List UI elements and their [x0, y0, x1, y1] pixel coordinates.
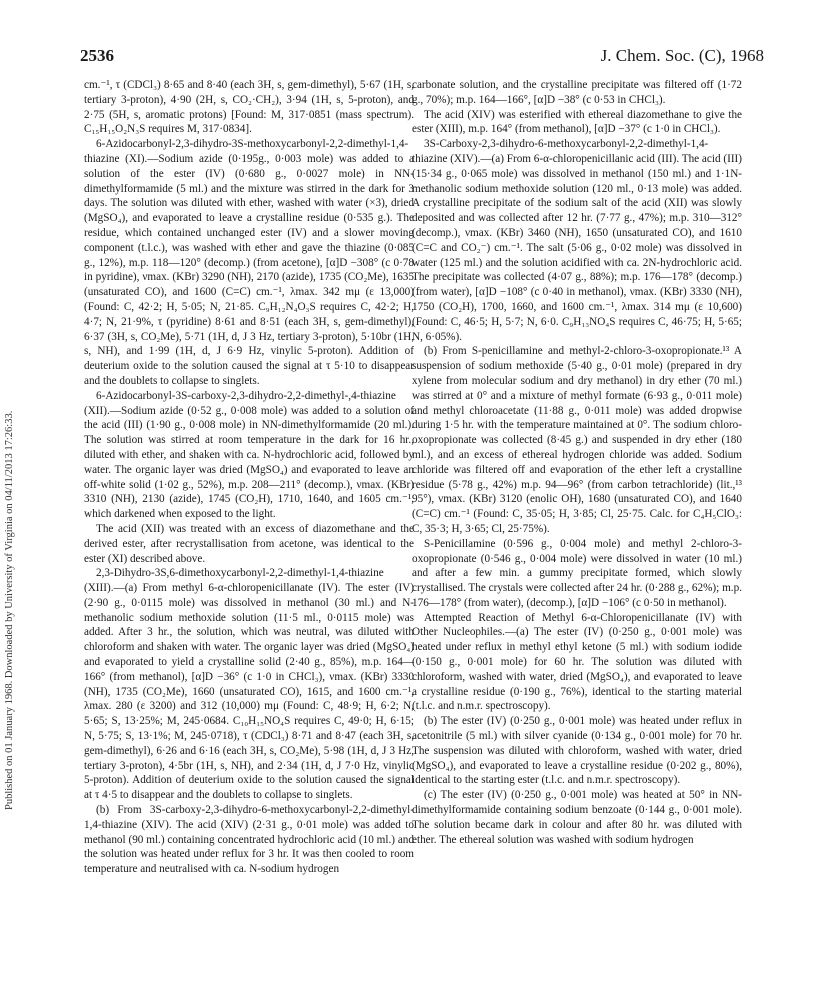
download-notice-text: Published on 01 January 1968. Downloaded by University of Virginia on 04/11/2013 17:26:33. [4, 410, 15, 810]
paragraph: The acid (XII) was treated with an excess of diazomethane and the derived ester, after recrystallisation from acetone, was identical to the ester (XI) described above. [84, 522, 414, 565]
paragraph: 3S-Carboxy-2,3-dihydro-6-methoxycarbonyl-2,2-dimethyl-1,4-thiazine (XIV).—(a) From 6-α-chloropenicillanic acid (III). The acid (III) (15·34 g., 0·065 mole) was dissolved in methanol (150 ml.) and 1·1N-methanolic sodium methoxide solution (120 ml., 0·13 mole) was added. A crystalline precipitate of the sodium salt of the acid (XII) was slowly deposited and was collected after 12 hr. (7·77 g., 47%); m.p. 310—312° (decomp.), νmax. (KBr) 3460 (NH), 1650 (unsaturated CO), and 1610 (C=C and CO₂⁻) cm.⁻¹. The salt (5·06 g., 0·02 mole) was dissolved in water (125 ml.) and the solution acidified with ca. 2N-hydrochloric acid. The precipitate was collected (4·07 g., 88%); m.p. 176—178° (decomp.) (from water), [α]D −108° (c 0·40 in methanol), νmax. (KBr) 3330 (NH), 1750 (CO₂H), 1700, 1660, and 1600 cm.⁻¹, λmax. 314 mμ (ε 10,600) (Found: C, 46·5; H, 5·7; N, 6·0. C₉H₁₃NO₄S requires C, 46·75; H, 5·65; N, 6·05%). [412, 138, 742, 343]
paragraph: cm.⁻¹, τ (CDCl₃) 8·65 and 8·40 (each 3H, s, gem-dimethyl), 5·67 (1H, s, tertiary 3-proton), 4·90 (2H, s, CO₂·CH₂), 3·94 (1H, s, 5-proton), and 2·75 (5H, s, aromatic protons) [Found: M, 317·0851 (mass spectrum). C₁₅H₁₅O₂N₃S requires M, 317·0834]. [84, 79, 414, 136]
paragraph: 6-Azidocarbonyl-2,3-dihydro-3S-methoxycarbonyl-2,2-dimethyl-1,4-thiazine (XI).—Sodium azide (0·195g., 0·003 mole) was added to a solution of the ester (IV) (0·680 g., 0·0027 mole) in NN-dimethylformamide (5 ml.) and the mixture was stirred in the dark for 3 days. The solution was diluted with ether, washed with water (×3), dried (MgSO₄), and evaporated to leave a crystalline residue (0·535 g.). The residue, which contained unchanged ester (IV) and a slower moving component (t.l.c.), was washed with ether and gave the thiazine (0·085 g., 12%), m.p. 118—120° (decomp.) (from acetone), [α]D −308° (c 0·78 in pyridine), νmax. (KBr) 3290 (NH), 2170 (azide), 1735 (CO₂Me), 1635 (unsaturated CO), and 1600 (C=C) cm.⁻¹, λmax. 342 mμ (ε 13,000) (Found: C, 42·2; H, 5·05; N, 21·85. C₉H₁₂N₄O₃S requires C, 42·2; H, 4·7; N, 21·9%, τ (pyridine) 8·61 and 8·51 (each 3H, s, gem-dimethyl), 6·37 (3H, s, CO₂Me), 5·71 (1H, d, J 3 Hz, tertiary 3-proton), 5·10br (1H, s, NH), and 1·99 (1H, d, J 6·9 Hz, vinylic 5-proton). Addition of deuterium oxide to the solution caused the signal at τ 5·10 to disappear and the doublets to collapse to singlets. [84, 138, 414, 387]
page-number: 2536 [80, 46, 114, 65]
paragraph: carbonate solution, and the crystalline precipitate was filtered off (1·72 g., 70%); m.p. 164—166°, [α]D −38° (c 0·53 in CHCl₃). [412, 79, 742, 106]
right-column [412, 78, 742, 847]
paragraph: S-Penicillamine (0·596 g., 0·004 mole) and methyl 2-chloro-3-oxopropionate (0·546 g., 0·004 mole) were dissolved in water (10 ml.) and after a few min. a gummy precipitate formed, which slowly crystallised. The crystals were collected after 24 hr. (0·288 g., 62%); m.p. 176—178° (from water), (decomp.), [α]D −106° (c 0·50 in methanol). [412, 537, 742, 609]
paragraph: 2,3-Dihydro-3S,6-dimethoxycarbonyl-2,2-dimethyl-1,4-thiazine (XIII).—(a) From methyl 6-α-chloropenicillanate (IV). The ester (IV) (2·90 g., 0·0115 mole) was dissolved in methanol (30 ml.) and N-methanolic sodium methoxide solution (11·5 ml., 0·0115 mole) was added. After 3 hr., the solution, which was neutral, was diluted with chloroform and shaken with water. The organic layer was dried (MgSO₄) and evaporated to yield a crystalline solid (2·40 g., 85%), m.p. 164—166° (from methanol), [α]D −36° (c 1·0 in CHCl₃), νmax. (KBr) 3330 (NH), 1735 (CO₂Me), 1660 (unsaturated CO), 1615, and 1600 cm.⁻¹, λmax. 280 (ε 3200) and 312 (10,000) mμ (Found: C, 48·9; H, 6·2; N, 5·65; S, 13·25%; M, 245·0684. C₁₀H₁₅NO₄S requires C, 49·0; H, 6·15; N, 5·75; S, 13·1%; M, 245·0718), τ (CDCl₃) 8·71 and 8·47 (each 3H, s, gem-dimethyl), 6·26 and 6·16 (each 3H, s, CO₂Me), 5·98 (1H, d, J 3 Hz, tertiary 3-proton), 4·5br (1H, s, NH), and 2·34 (1H, d, J 7·0 Hz, vinylic 5-proton). Addition of deuterium oxide to the solution caused the signal at τ 4·5 to disappear and the doublets to collapse to singlets. [84, 567, 414, 802]
paragraph: (b) From 3S-carboxy-2,3-dihydro-6-methoxycarbonyl-2,2-dimethyl-1,4-thiazine (XIV). The acid (XIV) (2·31 g., 0·01 mole) was added to methanol (90 ml.) containing concentrated hydrochloric acid (10 ml.) and the solution was heated under reflux for 3 hr. It was then cooled to room temperature and neutralised with ca. N-sodium hydrogen [84, 804, 414, 876]
paragraph: Attempted Reaction of Methyl 6-α-Chloropenicillanate (IV) with Other Nucleophiles.—(a) The ester (IV) (0·250 g., 0·001 mole) was heated under reflux in methyl ethyl ketone (5 ml.) with sodium iodide (0·150 g., 0·001 mole) for 60 hr. The solution was diluted with chloroform, washed with water, dried (MgSO₄), and evaporated to leave a crystalline residue (0·190 g., 76%), identical to the starting material (t.l.c. and n.m.r. spectroscopy). [412, 611, 742, 713]
journal-title: J. Chem. Soc. (C), 1968 [600, 46, 764, 65]
paragraph: (b) The ester (IV) (0·250 g., 0·001 mole) was heated under reflux in acetonitrile (5 ml.) with silver cyanide (0·134 g., 0·001 mole) for 70 hr. The suspension was diluted with chloroform, washed with water, dried (MgSO₄), and evaporated to leave a crystalline residue (0·202 g., 80%), identical to the starting ester (t.l.c. and n.m.r. spectroscopy). [412, 715, 742, 787]
left-column [84, 78, 414, 877]
paragraph: (c) The ester (IV) (0·250 g., 0·001 mole) was heated at 50° in NN-dimethylformamide containing sodium benzoate (0·144 g., 0·001 mole). The solution became dark in colour and after 80 hr. was diluted with ether. The ethereal solution was washed with sodium hydrogen [412, 789, 742, 846]
download-notice [4, 190, 22, 810]
paragraph: (b) From S-penicillamine and methyl-2-chloro-3-oxopropionate.¹³ A suspension of sodium methoxide (5·40 g., 0·01 mole) (prepared in dry xylene from molecular sodium and dry methanol) in dry ether (70 ml.) was stirred at 0° and a mixture of methyl formate (6·93 g., 0·011 mole) and methyl chloroacetate (11·88 g., 0·011 mole) was added dropwise during 1·5 hr. with the temperature maintained at 0°. The sodium chloro-oxopropionate was collected (8·45 g.) and suspended in dry ether (180 ml.), and an excess of ethereal hydrogen chloride was added. Sodium chloride was filtered off and evaporation of the ether left a crystalline residue (5·78 g., 42%) m.p. 94—96° (from carbon tetrachloride) (lit.,¹³ 95°), νmax. (KBr) 3120 (enolic OH), 1680 (unsaturated CO), and 1640 (C=C) cm.⁻¹ (Found: C, 35·05; H, 3·85; Cl, 25·75. Calc. for C₄H₅ClO₃: C, 35·3; H, 3·65; Cl, 25·75%). [412, 345, 742, 535]
paragraph: 6-Azidocarbonyl-3S-carboxy-2,3-dihydro-2,2-dimethyl-,4-thiazine (XII).—Sodium azide (0·52 g., 0·008 mole) was added to a solution of the acid (III) (1·90 g., 0·008 mole) in NN-dimethylformamide (20 ml.). The solution was stirred at room temperature in the dark for 16 hr., diluted with ether, and shaken with ca. N-hydrochloric acid, followed by water. The organic layer was dried (MgSO₄) and evaporated to leave an off-white solid (1·02 g., 52%), m.p. 208—211° (decomp.), νmax. (KBr) 3310 (NH), 2130 (azide), 1745 (CO₂H), 1710, 1640, and 1605 cm.⁻¹, which darkened when exposed to the light. [84, 389, 414, 521]
paragraph: The acid (XIV) was esterified with ethereal diazomethane to give the ester (XIII), m.p. 164° (from methanol), [α]D −37° (c 1·0 in CHCl₃). [412, 108, 742, 136]
